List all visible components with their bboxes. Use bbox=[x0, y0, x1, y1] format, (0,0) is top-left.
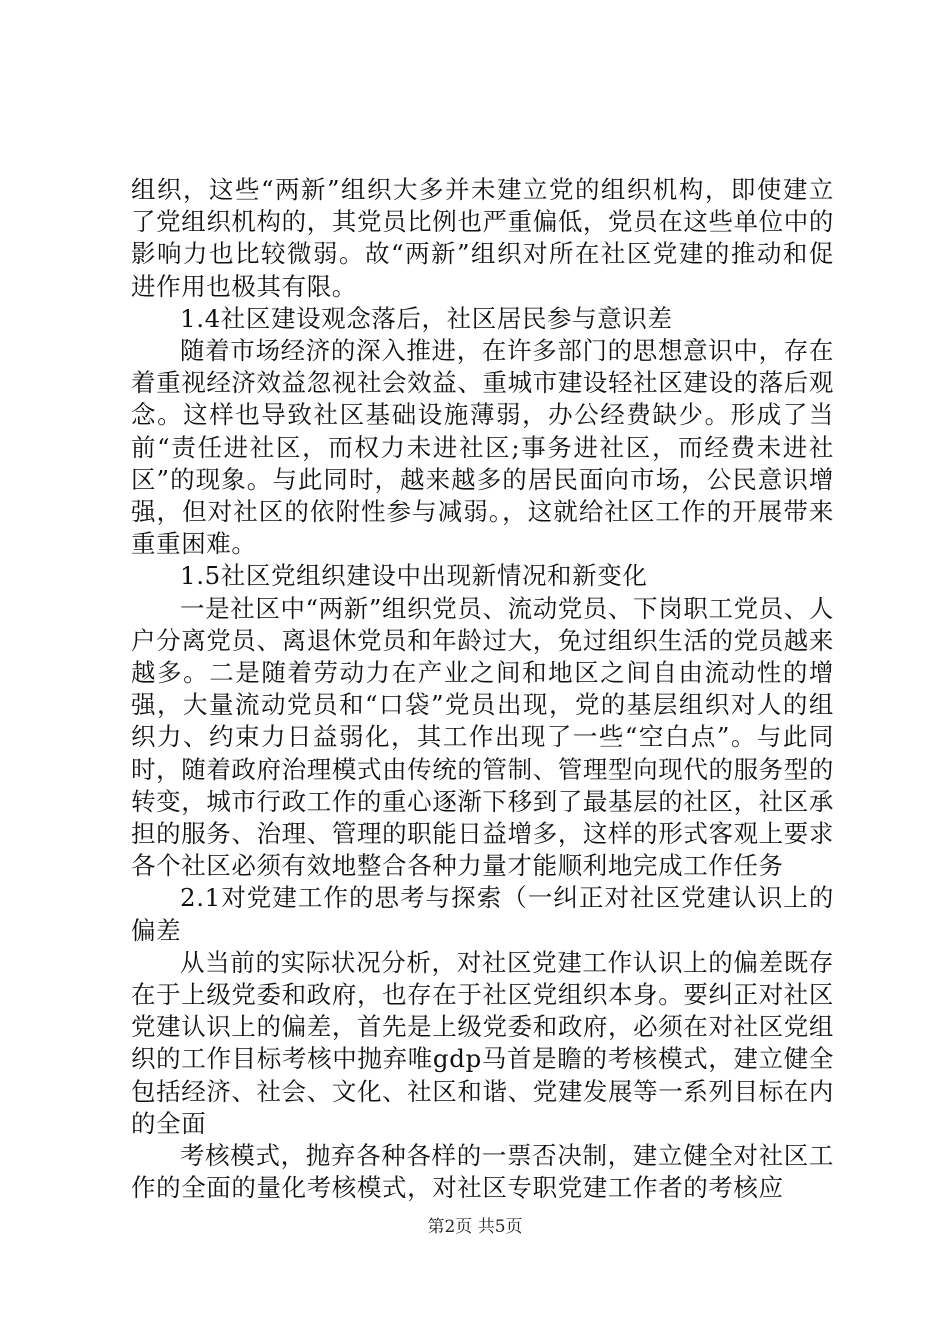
section-heading-1-4: 1.4社区建设观念落后，社区居民参与意识差 bbox=[180, 303, 673, 333]
paragraph-1-4: 随着市场经济的深入推进，在许多部门的思想意识中，存在着重视经济效益忽视社会效益、重城市建设轻社区建设的落后观念。这样也导致社区基础设施薄弱，办公经费缺少。形成了当前“责任进社区，而权力未进社区;事务进社区，而经费未进社区”的现象。与此同时，越来越多的居民面向市场，公民意识增强，但对社区的依附性参与减弱。，这就给社区工作的开展带来重重困难。 bbox=[131, 336, 834, 559]
section-heading-1-5: 1.5社区党组织建设中出现新情况和新变化 bbox=[180, 561, 648, 591]
paragraph-2-1: 从当前的实际状况分析，对社区党建工作认识上的偏差既存在于上级党委和政府，也存在于社区党组织本身。要纠正对社区党建认识上的偏差，首先是上级党委和政府，必须在对社区党组织的工作目标考核中抛弃唯gdp马首是瞻的考核模式，建立健全包括经济、社会、文化、社区和谐、党建发展等一系列目标在内的全面 bbox=[131, 947, 834, 1138]
paragraph-1-5: 一是社区中“两新”组织党员、流动党员、下岗职工党员、人户分离党员、离退休党员和年龄过大，免过组织生活的党员越来越多。二是随着劳动力在产业之间和地区之间自由流动性的增强，大量流动党员和“口袋”党员出现，党的基层组织对人的组织力、约束力日益弱化，其工作出现了一些“空白点”。与此同时，随着政府治理模式由传统的管制、管理型向现代的服务型的转变，城市行政工作的重心逐渐下移到了最基层的社区，社区承担的服务、治理、管理的职能日益增多，这样的形式客观上要求各个社区必须有效地整合各种力量才能顺利地完成工作任务 bbox=[131, 593, 834, 881]
section-heading-2-1: 2.1对党建工作的思考与探索（一纠正对社区党建认识上的偏差 bbox=[131, 883, 834, 945]
paragraph-2-1-continued: 考核模式，抛弃各种各样的一票否决制，建立健全对社区工作的全面的量化考核模式，对社区专职党建工作者的考核应 bbox=[131, 1141, 834, 1203]
page-footer: 第2页 共5页 bbox=[427, 1217, 523, 1237]
continuation-paragraph: 组织，这些“两新”组织大多并未建立党的组织机构，即使建立了党组织机构的，其党员比例也严重偏低，党员在这些单位中的影响力也比较微弱。故“两新”组织对所在社区党建的推动和促进作用也极其有限。 bbox=[131, 175, 834, 301]
document-body bbox=[131, 174, 834, 1205]
